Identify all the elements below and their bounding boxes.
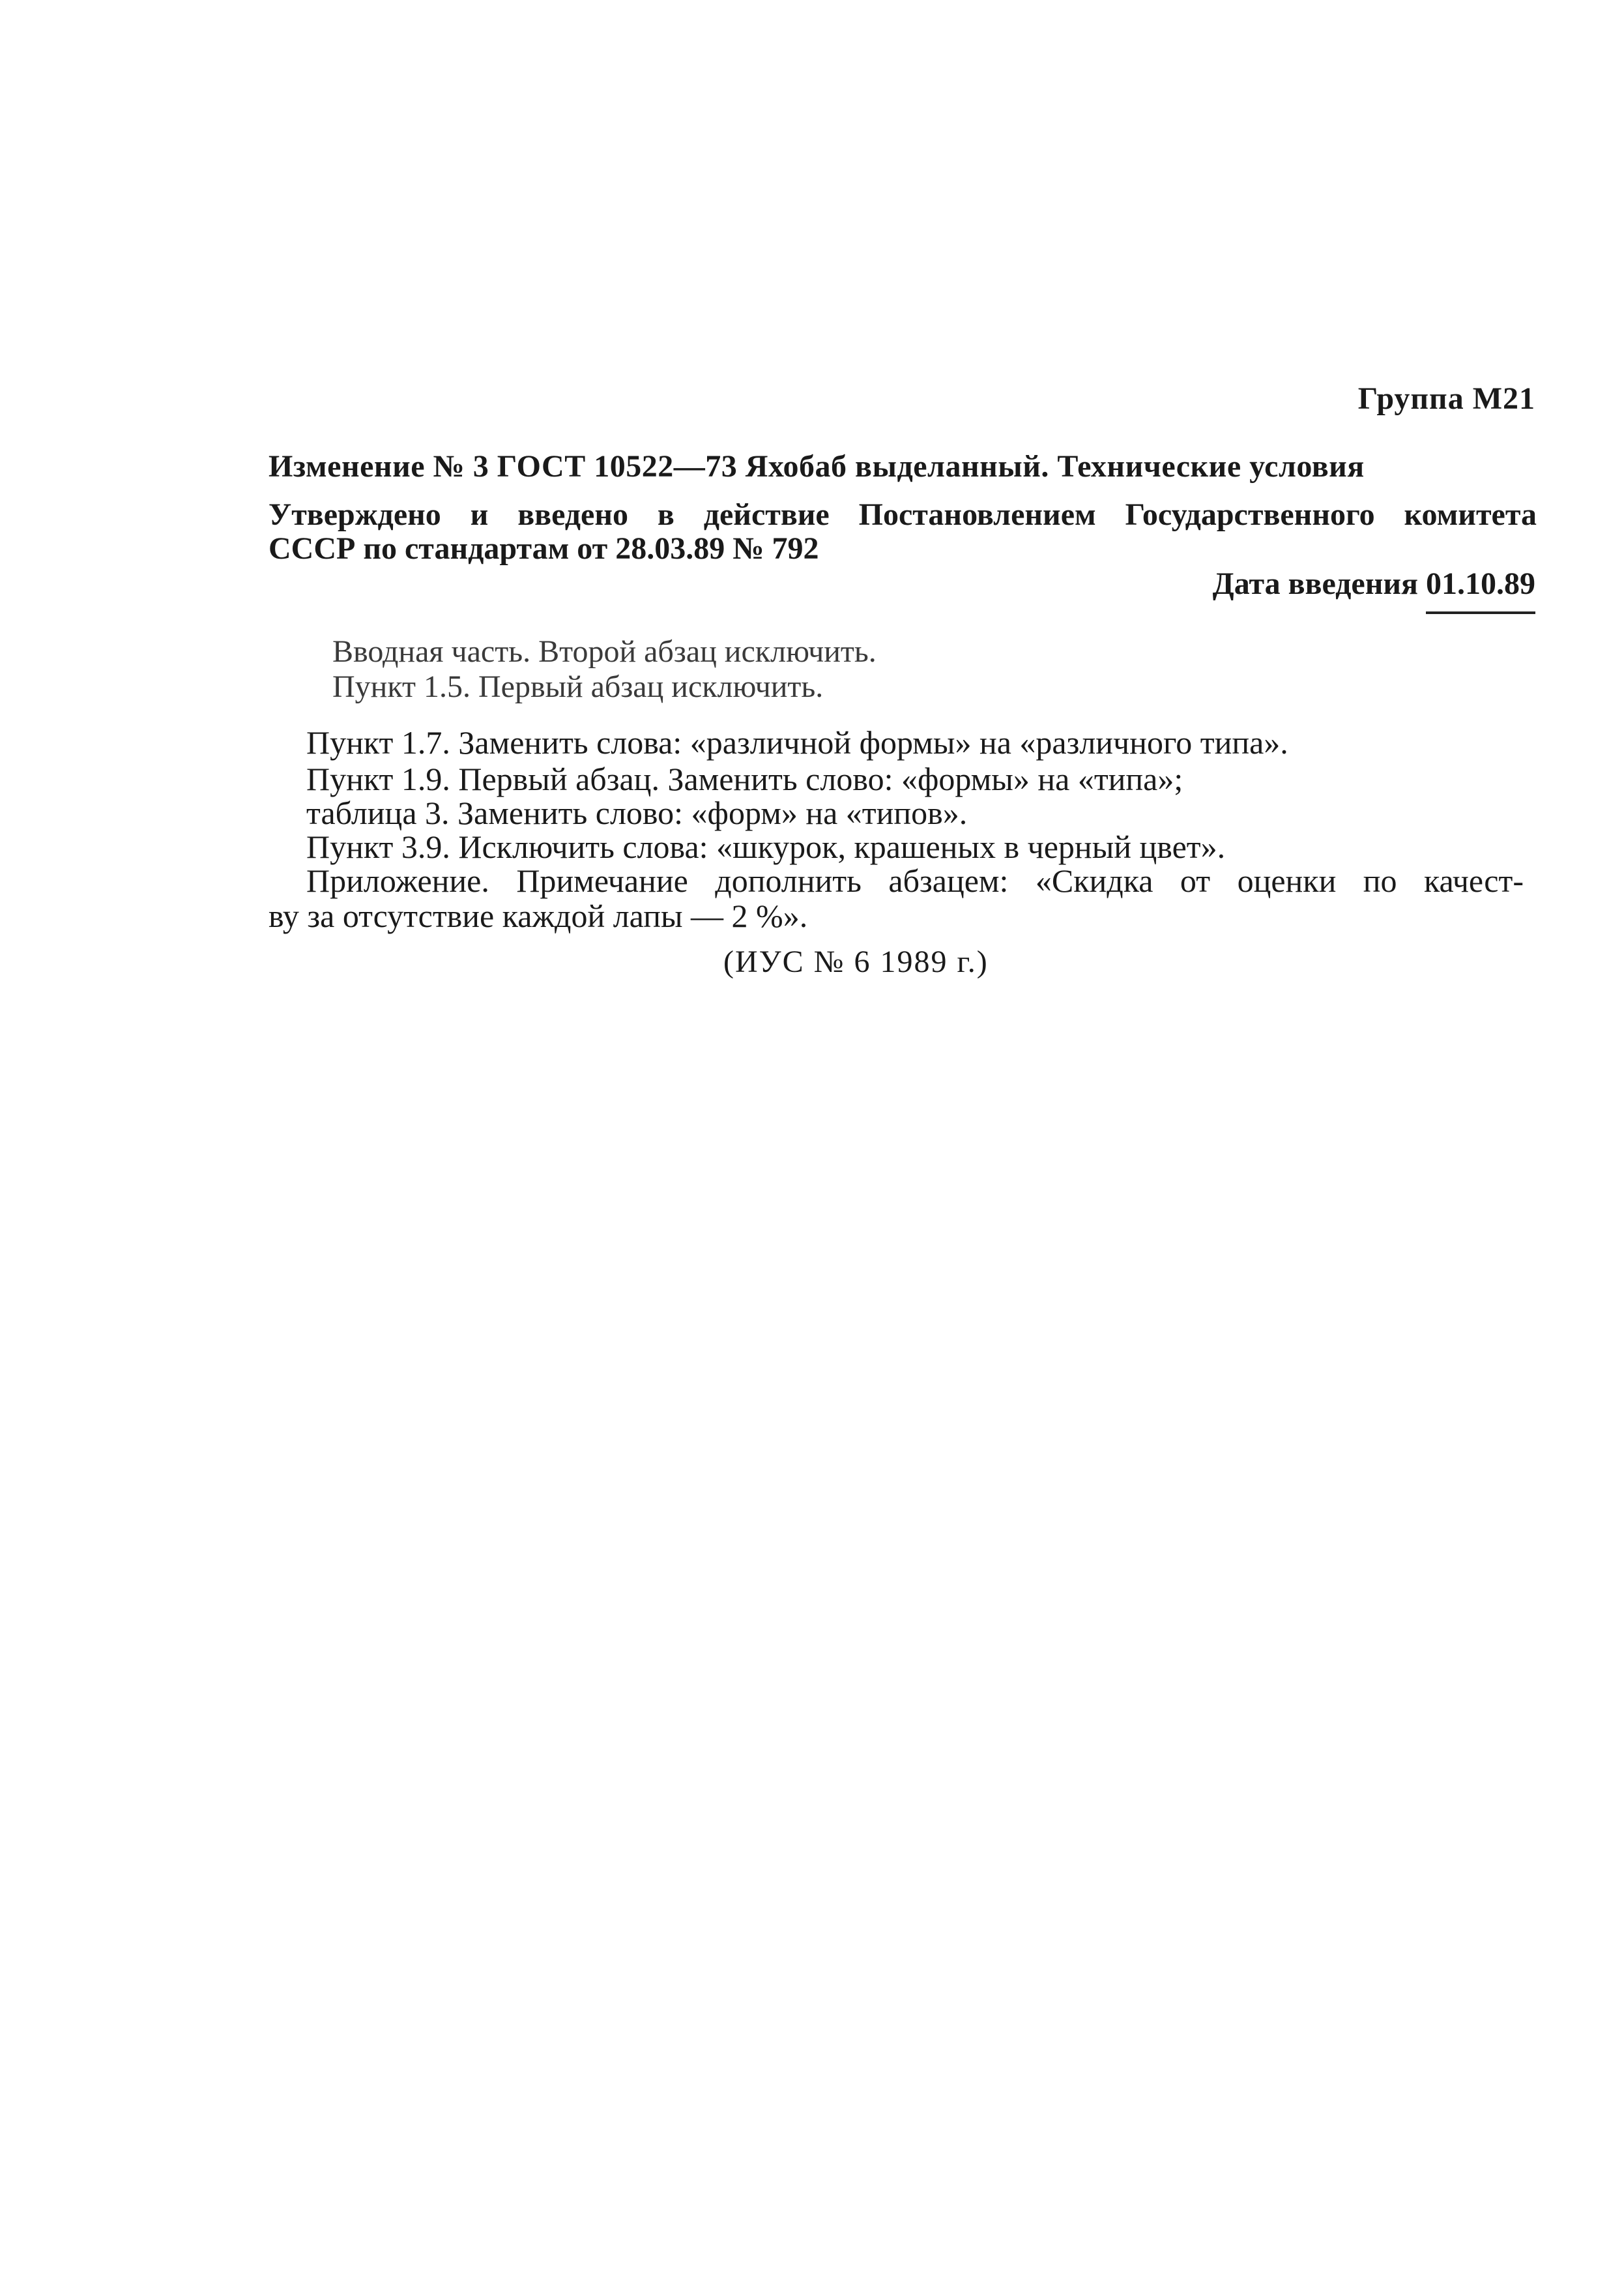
group-label: Группа М21 [1357,381,1535,416]
change-title: Изменение № 3 ГОСТ 10522—73 Яхобаб выделанный. Технические условия [268,449,1365,484]
paragraph-item-1-9: Пункт 1.9. Первый абзац. Заменить слово: «формы» на «типа»; [306,761,1183,797]
date-label: Дата введения [1212,566,1418,601]
paragraph-table-3: таблица 3. Заменить слово: «форм» на «типов». [306,795,968,831]
paragraph-intro: Вводная часть. Второй абзац исключить. [332,634,877,669]
introduction-date [1213,568,1535,614]
approval-line-1: Утверждено и введено в действие Постановлением Государственного комитета [268,497,1537,532]
paragraph-item-1-5: Пункт 1.5. Первый абзац исключить. [332,669,824,704]
approval-line-2: СССР по стандартам от 28.03.89 № 792 [268,531,819,566]
paragraph-item-1-7: Пункт 1.7. Заменить слова: «различной формы» на «различного типа». [306,724,1288,761]
paragraph-item-3-9: Пункт 3.9. Исключить слова: «шкурок, крашеных в черный цвет». [306,829,1226,865]
date-value: 01.10.89 [1426,568,1535,614]
paragraph-appendix-line-1: Приложение. Примечание дополнить абзацем: «Скидка от оценки по качест- [306,862,1524,899]
source-reference: (ИУС № 6 1989 г.) [723,945,989,979]
paragraph-appendix-line-2: ву за отсутствие каждой лапы — 2 %». [268,898,808,934]
